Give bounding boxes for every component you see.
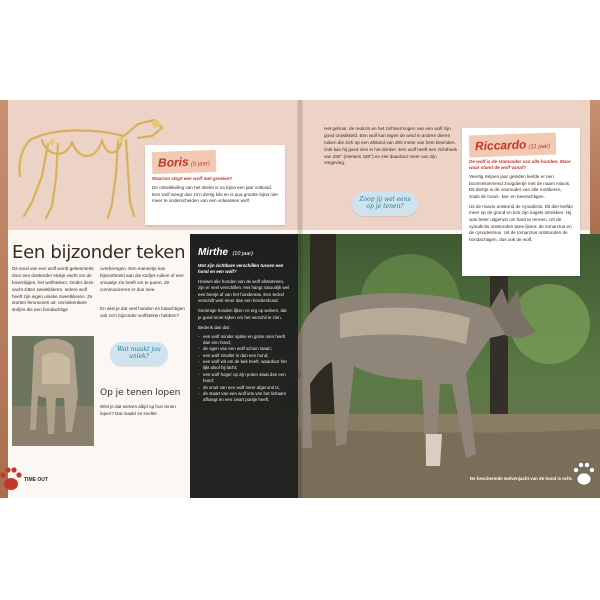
- wolfsteken-text-3: En wist je dat veel honden en katachtigen ook zo'n bijzonder wolfsteken hebben?: [100, 306, 185, 318]
- fur-edge-right: [590, 100, 600, 240]
- page-gutter: [297, 100, 303, 498]
- tenen-heading: Op je tenen lopen: [100, 388, 181, 398]
- list-item: - de ogen van een wolf schuin staan;: [198, 346, 290, 352]
- mirthe-panel: [190, 234, 298, 498]
- paw-print-icon: [0, 466, 22, 492]
- question-bubble-uniek: Wat maakt jou uniek?: [110, 342, 168, 366]
- list-item: - de snuit van een wolf meer afgerond is;: [198, 385, 290, 391]
- mirthe-age: (10 jaar): [232, 251, 253, 257]
- riccardo-name-plate: [469, 132, 557, 157]
- list-item: - een wolf smaller is dan een hond;: [198, 353, 290, 359]
- boris-name-plate: [152, 150, 216, 174]
- boris-answer: De ontwikkeling van het skelet is na bijna een jaar voltooid. Een wolf weegt dan zo'n dertig kilo en is qua grootte bijna niet meer te onderscheiden van een volwassen wolf.: [152, 184, 278, 204]
- mirthe-list-intro: Bedenk dan dat:: [198, 325, 230, 331]
- wolf-legs-drawing: [12, 336, 94, 446]
- riccardo-answer-2: Uit de miacis ontstond de cynodictis. Dit dier leefde meer op de grond en kon zijn nagels intrekken. Hij was beter uitgerust om hard te rennen. Uit de cynodictis ontstonden twee lijnen: de tomarctus en de cynodesmus. Uit de tomarctus ontstonden de hondachtigen, dus ook de wolf.: [469, 203, 573, 242]
- differences-list: [198, 334, 290, 404]
- riccardo-card: [462, 128, 580, 276]
- riccardo-age: (11 jaar): [528, 143, 551, 151]
- list-item: - een wolf minder spitse en grote oren heeft dan een hond;: [198, 334, 290, 347]
- tenen-text: Wist je dat wolven altijd op hun tenen lopen? Dat maakt ze sneller.: [100, 404, 176, 416]
- paw-print-icon: [572, 460, 596, 488]
- list-item: - de staart van een wolf iets van het lichaam afhangt en een zwart puntje heeft.: [198, 391, 290, 404]
- boris-card: [145, 145, 285, 225]
- mirthe-text-1: Hoewel alle honden van de wolf afstammen, zijn er veel verschillen. Het hangt natuurlijk wel een beetje af van het hondenras. Een teckel verschilt veel meer dan een herdershond.: [198, 278, 290, 303]
- list-item: - een wolf wit om de bek heeft, waardoor het lijkt alsof hij lacht;: [198, 359, 290, 372]
- fur-edge-left: [0, 100, 8, 498]
- boris-age: (9 jaar): [190, 161, 210, 168]
- riccardo-answer-1: Veertig miljoen jaar geleden leefde er een boommkimmend zoogdiertje met de naam miacis. Dit diertje is de voorouder van alle roofdieren, zoals de hond-, kat- en beerachtigen.: [469, 173, 571, 199]
- page-folio: TIME OUT: [24, 477, 48, 483]
- wolfsteken-text-1: De snuit van een wolf wordt gekenmerkt door een donkerder stukje vacht om de bovenlipjes, het wolfsteken. Onder deze vacht zitten zweetklieren. Iedere wolf heeft zijn eigen unieke zweetklieren. Ze storten feromonen uit: onmiskenbare stofjes die een hondachtige: [12, 266, 94, 313]
- riccardo-name: Riccardo: [474, 137, 527, 154]
- mirthe-question: Wat zijn zichtbare verschillen tussen een hond en een wolf?: [198, 263, 284, 274]
- question-bubble-tenen: Zoop jij wel eens op je tenen?: [352, 192, 418, 216]
- boris-name: Boris: [157, 154, 189, 170]
- riccardo-question: De wolf is de stamvader van alle honden. Maar waar stamt de wolf vanaf?: [469, 159, 571, 170]
- magazine-spread: [0, 100, 600, 498]
- senses-text: Het gehoor, de reukzin en het zichtvermogen van een wolf zijn goed ontwikkeld. Een wolf kan tegen de wind in andere dieren ruiken die zich op een afstand van 300 meter van hem bevinden. Ook kan hij goed zien in het donker. Een wolf heeft een zichthoek van 250° (mensen 180°) en ziet daardoor meer van zijn omgeving.: [324, 126, 458, 166]
- photo-caption: De beschermde wolvenjacht van de hond is echt.: [470, 476, 573, 481]
- section-heading: Een bijzonder teken: [12, 242, 186, 263]
- wolfsteken-text-2: overbrengen. Een mannetje kan bijvoorbeeld aan die stofjes ruiken of een vrouwtje zin heeft om te paren. Ze communiceren er dus mee.: [100, 266, 184, 292]
- mirthe-text-2: Sommige honden lijken zo erg op wolven, dat je goed moet kijken om het verschil te zien.: [198, 308, 287, 320]
- boris-question: Waarom stopt een wolf met groeien?: [152, 176, 233, 181]
- wolf-legs-photo: [12, 336, 94, 446]
- list-item: - een wolf hoger op zijn poten staat dan een hond;: [198, 372, 290, 385]
- mirthe-name: Mirthe: [198, 247, 228, 258]
